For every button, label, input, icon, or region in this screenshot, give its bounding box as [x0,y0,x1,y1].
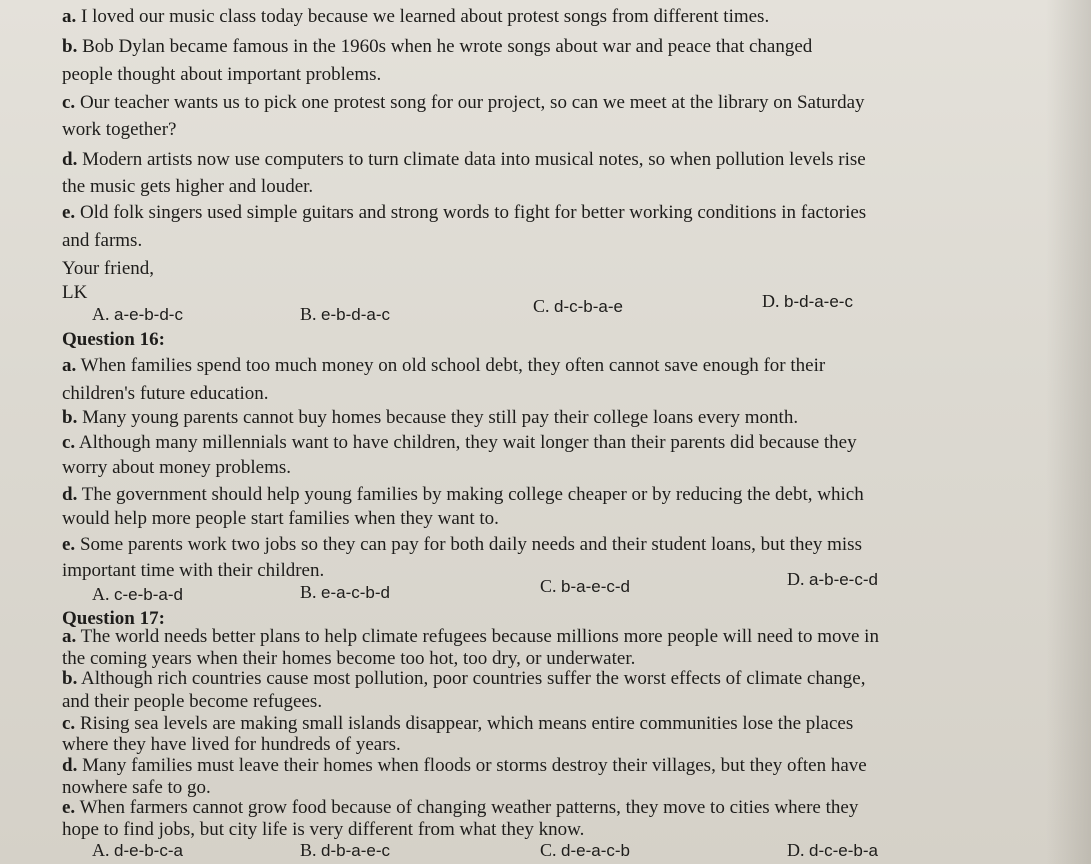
page-edge-shadow [1046,0,1091,864]
q16-option-c[interactable]: C. b-a-e-c-d [540,576,630,596]
prev-option-a[interactable]: A. a-e-b-d-c [92,304,183,324]
prev-item-b: b. Bob Dylan became famous in the 1960s when he wrote songs about war and peace that changed [62,36,813,57]
q17-item-c: c. Rising sea levels are making small islands disappear, which means entire communities lose the places [62,712,854,734]
prev-option-c[interactable]: C. d-c-b-a-e [533,296,623,316]
prev-item-d-cont: the music gets higher and louder. [62,176,314,197]
q16-item-d-cont: would help more people start families when they want to. [62,508,499,529]
q16-item-e-cont: important time with their children. [62,560,325,581]
q17-item-a: a. The world needs better plans to help climate refugees because millions more people will need to move in [62,625,879,647]
q17-item-d: d. Many families must leave their homes when floods or storms destroy their villages, but they often have [62,755,867,777]
q16-option-d[interactable]: D. a-b-e-c-d [787,569,878,589]
letter-closing: Your friend, [62,258,155,279]
prev-item-a: a. I loved our music class today because we learned about protest songs from different times. [62,6,770,27]
q16-item-c-cont: worry about money problems. [62,457,292,478]
q16-item-e: e. Some parents work two jobs so they can pay for both daily needs and their student loans, but they miss [62,534,862,555]
q17-option-d[interactable]: D. d-c-e-b-a [787,839,878,860]
q17-item-e-cont: hope to find jobs, but city life is very different from what they know. [62,818,585,840]
prev-item-e-cont: and farms. [62,230,143,251]
q16-item-a: a. When families spend too much money on old school debt, they often cannot save enough for their [62,355,826,376]
q16-item-a-cont: children's future education. [62,383,269,404]
q17-option-a[interactable]: A. d-e-b-c-a [92,839,183,860]
prev-option-d[interactable]: D. b-d-a-e-c [762,291,853,311]
prev-item-c: c. Our teacher wants us to pick one protest song for our project, so can we meet at the library on Saturday [62,92,865,113]
q16-option-b[interactable]: B. e-a-c-b-d [300,582,390,602]
q16-item-c: c. Although many millennials want to have children, they wait longer than their parents did because they [62,432,857,453]
question-17-heading: Question 17: [62,608,165,630]
prev-item-e: e. Old folk singers used simple guitars and strong words to fight for better working conditions in factories [62,202,867,223]
q17-option-c[interactable]: C. d-e-a-c-b [540,839,630,860]
q17-item-b: b. Although rich countries cause most pollution, poor countries suffer the worst effects of climate change, [62,668,866,690]
question-16-heading: Question 16: [62,329,165,350]
q16-item-b: b. Many young parents cannot buy homes because they still pay their college loans every month. [62,407,799,428]
q17-item-a-cont: the coming years when their homes become too hot, too dry, or underwater. [62,647,636,669]
q17-item-d-cont: nowhere safe to go. [62,776,211,798]
prev-item-d: d. Modern artists now use computers to turn climate data into musical notes, so when pollution levels rise [62,149,866,170]
q17-item-b-cont: and their people become refugees. [62,691,323,712]
q16-item-d: d. The government should help young families by making college cheaper or by reducing the debt, which [62,484,864,505]
prev-item-b-cont: people thought about important problems. [62,64,382,85]
q17-item-c-cont: where they have lived for hundreds of years. [62,734,401,756]
q17-item-e: e. When farmers cannot grow food because of changing weather patterns, they move to cities where they [62,796,859,818]
prev-option-b[interactable]: B. e-b-d-a-c [300,304,390,324]
q16-option-a[interactable]: A. c-e-b-a-d [92,584,183,604]
q17-option-b[interactable]: B. d-b-a-e-c [300,839,390,860]
letter-signature: LK [62,282,88,303]
prev-item-c-cont: work together? [62,119,177,140]
